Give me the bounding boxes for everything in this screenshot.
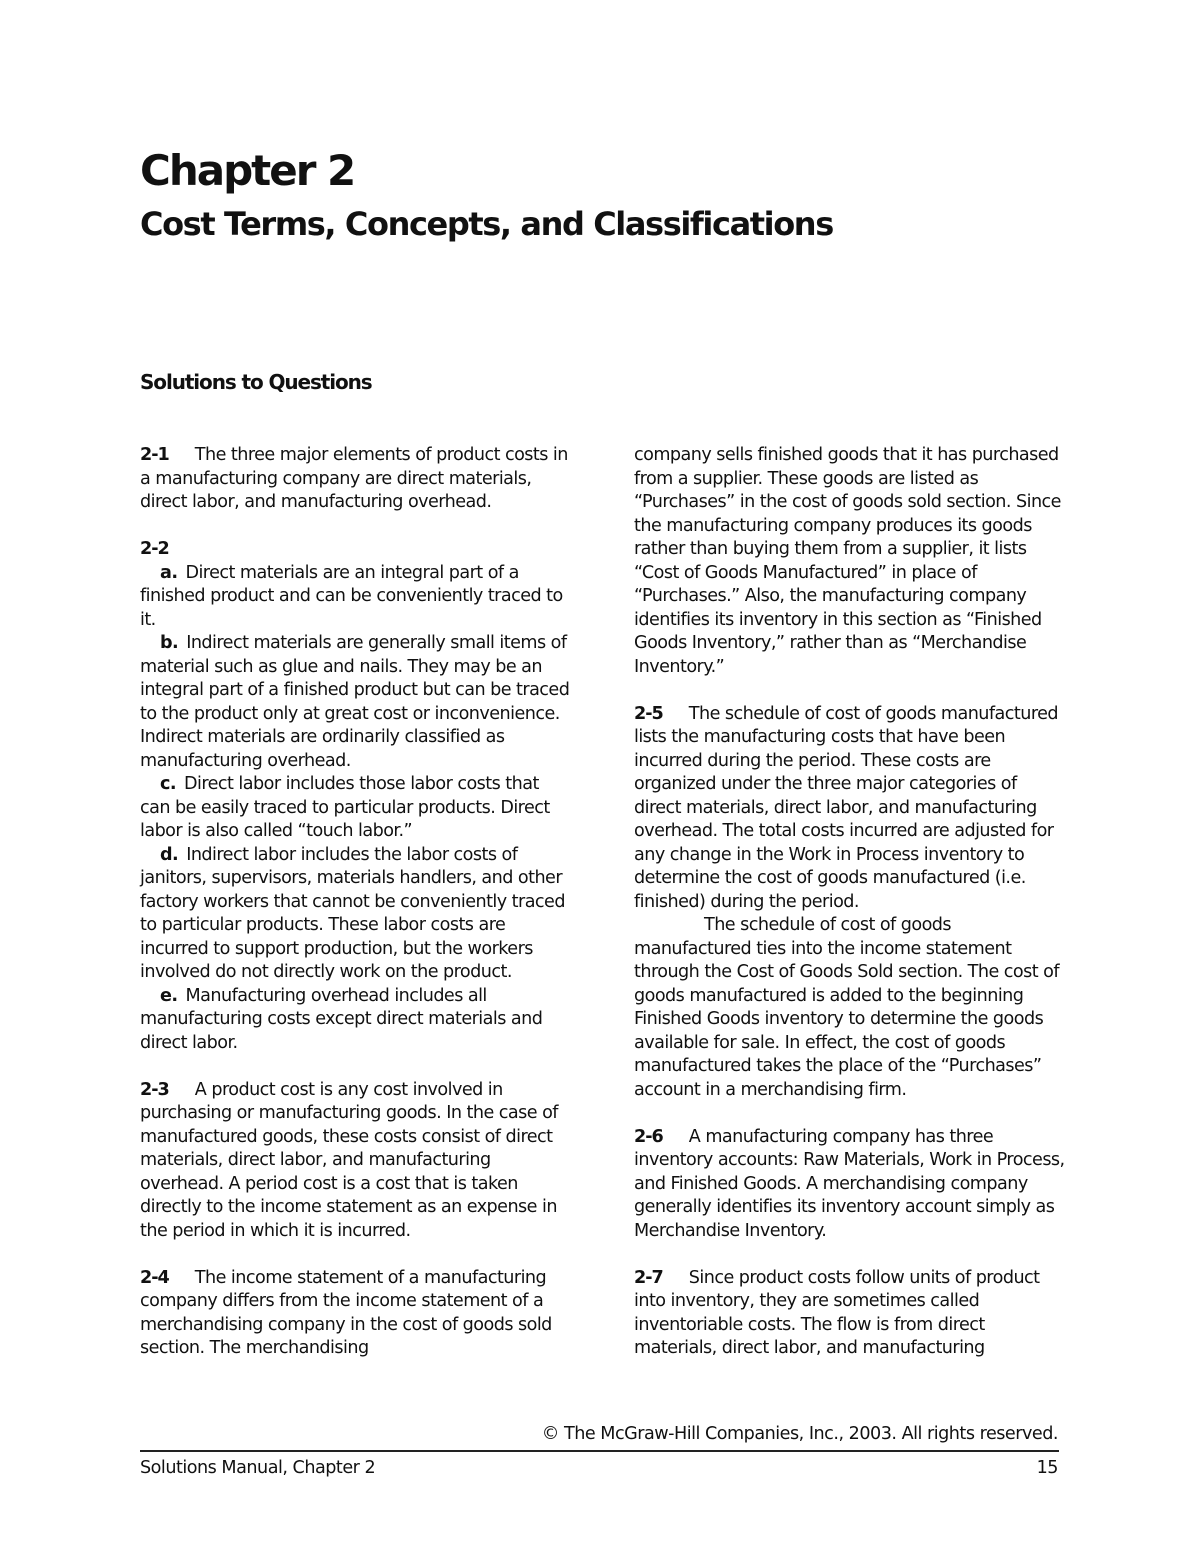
- question-number: 2-4: [140, 1267, 169, 1288]
- answer-part-a: [140, 562, 570, 633]
- question-2-3: [140, 1079, 570, 1244]
- question-number: 2-6: [634, 1126, 663, 1147]
- part-text: Indirect labor includes the labor costs of janitors, supervisors, materials handlers, and other factory workers that cannot be conveniently traced to particular products. These labor costs are incurred to support production, but the workers involved do not directly work on the product.: [140, 844, 565, 982]
- answer-text: The schedule of cost of goods manufactured lists the manufacturing costs that have been incurred during the period. These costs are organized under the three major categories of direct materials, direct labor, and manufacturing overhead. The total costs incurred are adjusted for any change in the Work in Process inventory to determine the cost of goods manufactured (i.e. finished) during the period.: [634, 703, 1059, 912]
- part-label: e.: [160, 985, 178, 1006]
- answer-part-b: [140, 632, 570, 773]
- left-column: [140, 444, 570, 1384]
- question-2-4: [140, 1267, 570, 1361]
- answer-text: The income statement of a manufacturing company differs from the income statement of a merchandising company in the cost of goods sold section. The merchandising: [140, 1267, 552, 1358]
- answer-text-2: The schedule of cost of goods manufactured ties into the income statement through the Cost of Goods Sold section. The cost of goods manufactured is added to the beginning Finished Goods inventory to determine the goods available for sale. In effect, the cost of goods manufactured takes the place of the “Purchases” account in a merchandising firm.: [634, 915, 1059, 1100]
- answer-part-d: [140, 844, 570, 985]
- question-number: 2-7: [634, 1267, 663, 1288]
- answer-text: A product cost is any cost involved in purchasing or manufacturing goods. In the case of manufactured goods, these costs consist of direct materials, direct labor, and manufacturing overhead. A period cost is a cost that is taken directly to the income statement as an expense in the period in which it is incurred.: [140, 1079, 558, 1241]
- part-text: Direct labor includes those labor costs that can be easily traced to particular products. Direct labor is also called “touch labor.”: [140, 774, 550, 841]
- question-2-5: [634, 703, 1066, 1103]
- answer-text: The three major elements of product costs in a manufacturing company are direct materials, direct labor, and manufacturing overhead.: [140, 445, 568, 512]
- question-number: 2-2: [140, 539, 169, 559]
- right-column: [634, 444, 1066, 1384]
- question-2-1: [140, 444, 570, 515]
- chapter-title: Chapter 2: [140, 146, 355, 195]
- question-number: 2-3: [140, 1079, 169, 1100]
- section-heading: Solutions to Questions: [140, 370, 372, 394]
- answer-text: company sells finished goods that it has purchased from a supplier. These goods are listed as “Purchases” in the cost of goods sold section. Since the manufacturing company produces its goods rather than buying them from a supplier, it lists “Cost of Goods Manufactured” in place of “Purchases.” Also, the manufacturing company identifies its inventory in this section as “Finished Goods Inventory,” rather than as “Merchandise Inventory.”: [634, 445, 1061, 677]
- part-text: Manufacturing overhead includes all manufacturing costs except direct materials and direct labor.: [140, 985, 543, 1053]
- page-number: 15: [1036, 1458, 1058, 1478]
- question-number: 2-1: [140, 445, 169, 465]
- question-number: 2-5: [634, 703, 663, 724]
- part-text: Indirect materials are generally small items of material such as glue and nails. They may be an integral part of a finished product but can be traced to the product only at great cost or inconvenience. Indirect materials are ordinarily classified as manufacturing overhead.: [140, 633, 570, 771]
- answer-part-e: [140, 985, 570, 1056]
- copyright-notice: © The McGraw-Hill Companies, Inc., 2003. All rights reserved.: [541, 1424, 1058, 1444]
- part-label: c.: [160, 774, 177, 794]
- answer-text: A manufacturing company has three inventory accounts: Raw Materials, Work in Process, and Finished Goods. A merchandising company generally identifies its inventory account simply as Merchandise Inventory.: [634, 1126, 1065, 1241]
- part-label: b.: [160, 633, 179, 653]
- part-label: a.: [160, 562, 178, 583]
- part-text: Direct materials are an integral part of a finished product and can be conveniently traced to it.: [140, 562, 563, 630]
- answer-part-c: [140, 773, 570, 844]
- question-2-2: [140, 538, 570, 1055]
- question-2-4-continued: [634, 444, 1066, 679]
- question-2-7: [634, 1267, 1066, 1361]
- chapter-subtitle: Cost Terms, Concepts, and Classifications: [140, 205, 833, 243]
- part-label: d.: [160, 844, 179, 865]
- footer-divider: [140, 1450, 1059, 1452]
- question-2-6: [634, 1126, 1066, 1244]
- answer-text: Since product costs follow units of product into inventory, they are sometimes called inventoriable costs. The flow is from direct materials, direct labor, and manufacturing: [634, 1267, 1040, 1358]
- footer-manual-title: Solutions Manual, Chapter 2: [140, 1458, 376, 1478]
